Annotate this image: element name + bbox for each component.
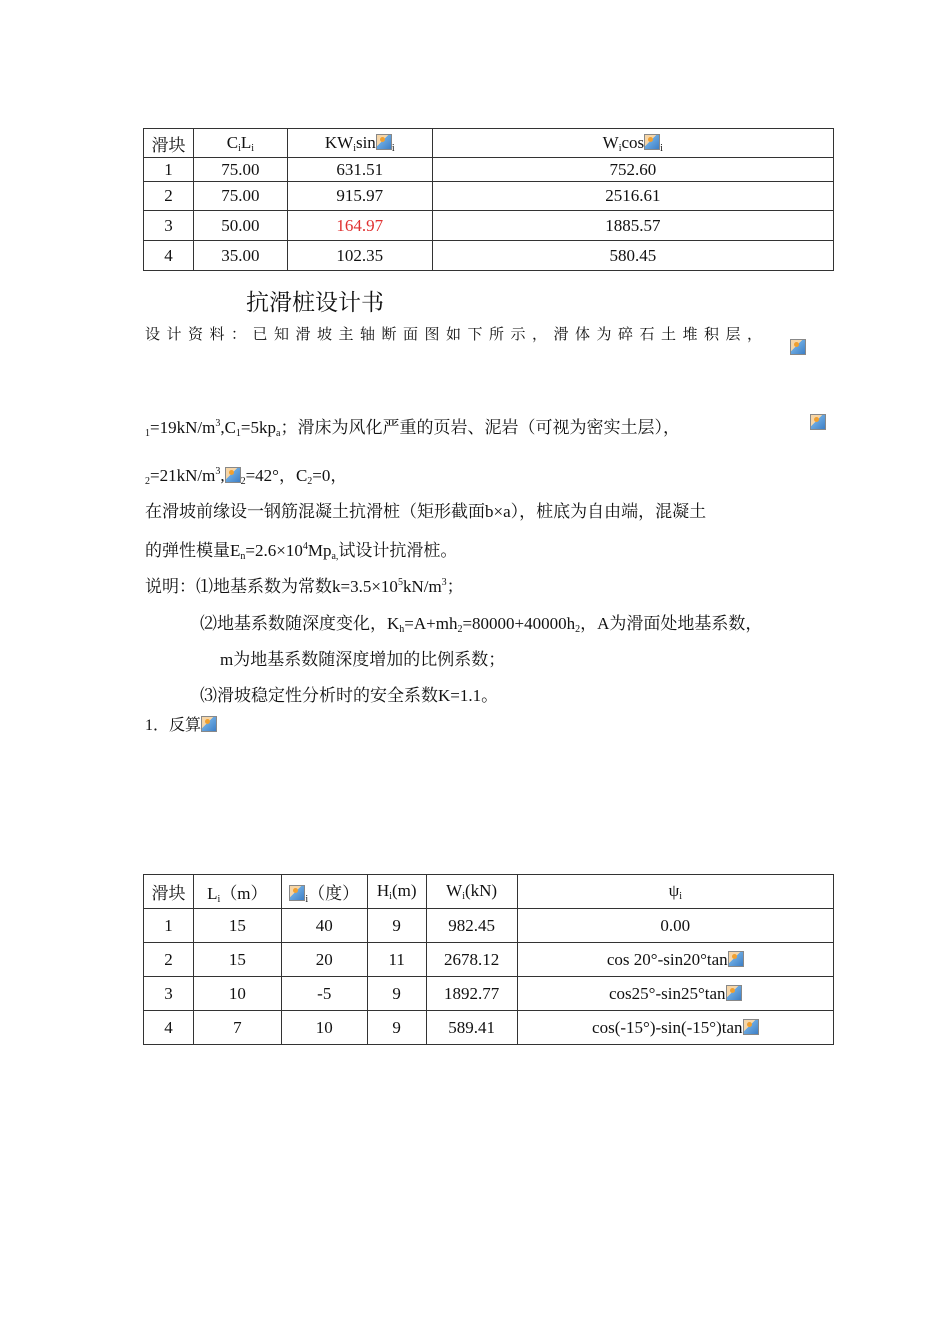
text: =5kp: [240, 418, 276, 437]
table-cell: 75.00: [193, 158, 287, 182]
table-cell: [517, 977, 833, 1011]
table-2-header-cell: 滑块: [144, 875, 194, 909]
table-row: [144, 977, 834, 1011]
document-title: 抗滑桩设计书: [246, 290, 384, 315]
text: Mp: [307, 541, 332, 560]
broken-image-icon: [644, 134, 660, 150]
table-cell: [517, 943, 833, 977]
table-2-header-cell: $L_i(m)$: [193, 875, 281, 909]
table-cell: 982.45: [426, 909, 517, 943]
table-cell: [517, 1011, 833, 1045]
table-cell: 40: [281, 909, 367, 943]
table-cell: 15: [193, 909, 281, 943]
table-row: [144, 1011, 834, 1045]
text: 试设计抗滑桩。: [338, 541, 458, 560]
text: =A+mh: [404, 614, 458, 633]
table-cell: 1892.77: [426, 977, 517, 1011]
table-2: [143, 874, 834, 1045]
table-1: [143, 128, 834, 271]
table-cell: 75.00: [193, 182, 287, 211]
body-line-1: $_1=19kN/m^3,C_1=5kp_a$；滑床为风化严重的页岩、泥岩（可视为密实土层），: [145, 418, 680, 439]
body-line-8: ⑶滑坡稳定性分析时的安全系数K=1.1。: [200, 686, 499, 705]
table-row: [144, 211, 834, 241]
table-cell: 20: [281, 943, 367, 977]
text: cos 20°-sin20°tan: [606, 949, 728, 969]
table-cell: 4: [144, 1011, 194, 1045]
text: cos(-15°)-sin(-15°)tan: [592, 1017, 743, 1037]
broken-image-icon: [726, 985, 742, 1001]
table-1-header-cell: $KW_i\sin$ $_i$: [287, 129, 432, 158]
text: ；: [446, 577, 464, 596]
broken-image-icon: [376, 134, 392, 150]
table-cell: 9: [367, 977, 426, 1011]
table-cell: 589.41: [426, 1011, 517, 1045]
table-2-header-cell: $W_i(kN)$: [426, 875, 517, 909]
table-cell: 3: [144, 211, 194, 241]
text: 1．反算: [145, 717, 202, 734]
broken-image-icon: [810, 414, 826, 430]
table-2-header-cell: $\psi_i$: [517, 875, 833, 909]
text: =80000+40000h: [462, 614, 576, 633]
table-cell: 10: [193, 977, 281, 1011]
text: ，A为滑面处地基系数，: [580, 614, 763, 633]
table-1-header-cell: $C_iL_i$: [193, 129, 287, 158]
broken-image-icon: [225, 467, 241, 483]
table-cell: 2516.61: [432, 182, 833, 211]
text: =21kN/m: [150, 466, 216, 485]
table-cell: 11: [367, 943, 426, 977]
table-row: [144, 909, 834, 943]
broken-image-icon: [201, 716, 217, 732]
table-cell: 15: [193, 943, 281, 977]
table-row: [144, 943, 834, 977]
table-cell: 0.00: [517, 909, 833, 943]
table-cell: 915.97: [287, 182, 432, 211]
body-line-3: 在滑坡前缘设一钢筋混凝土抗滑桩（矩形截面b×a），桩底为自由端，混凝土: [145, 502, 707, 521]
text: ；滑床为风化严重的页岩、泥岩（可视为密实土层），: [280, 418, 680, 437]
table-1-header-row: [144, 129, 834, 158]
table-cell: 1: [144, 909, 194, 943]
text: cos25°-sin25°tan: [609, 983, 726, 1003]
table-cell: 4: [144, 241, 194, 271]
table-cell: 3: [144, 977, 194, 1011]
table-cell: 631.51: [287, 158, 432, 182]
broken-image-icon: [289, 885, 305, 901]
body-line-6: ⑵地基系数随深度变化，$K_h=A+mh_2=80000+40000h_2$，A为滑面处地基系数，: [200, 614, 763, 635]
text: =19kN/m: [150, 418, 216, 437]
table-cell: 752.60: [432, 158, 833, 182]
text: ,C: [220, 418, 236, 437]
intro-text: 设计资料：已知滑坡主轴断面图如下所示，滑体为碎石土堆积层，: [145, 327, 769, 343]
body-line-7: m为地基系数随深度增加的比例系数；: [220, 650, 506, 669]
text: =2.6×10: [245, 541, 303, 560]
table-cell: 1885.57: [432, 211, 833, 241]
broken-image-icon: [743, 1019, 759, 1035]
table-cell: 35.00: [193, 241, 287, 271]
table-cell: 2678.12: [426, 943, 517, 977]
table-cell: 2: [144, 943, 194, 977]
table-2-header-row: [144, 875, 834, 909]
table-cell: -5: [281, 977, 367, 1011]
body-line-4: 的弹性模量$E_n=2.6\times 10^4Mp_{a,}$试设计抗滑桩。: [145, 541, 458, 562]
section-heading: [145, 712, 217, 735]
text: kN/m: [402, 577, 442, 596]
table-1-header-cell: 滑块: [144, 129, 194, 158]
table-cell: 1: [144, 158, 194, 182]
table-row: [144, 241, 834, 271]
table-cell: 102.35: [287, 241, 432, 271]
table-2-header-cell: $H_i(m)$: [367, 875, 426, 909]
table-cell: 7: [193, 1011, 281, 1045]
text: 的弹性模量E: [145, 541, 241, 560]
table-cell: 9: [367, 909, 426, 943]
table-cell: 580.45: [432, 241, 833, 271]
table-2-header-cell: $_i$（度）: [281, 875, 367, 909]
table-cell: 2: [144, 182, 194, 211]
table-cell: 50.00: [193, 211, 287, 241]
text: ⑵地基系数随深度变化，K: [200, 614, 400, 633]
broken-image-icon: [728, 951, 744, 967]
table-cell: 10: [281, 1011, 367, 1045]
table-row: [144, 182, 834, 211]
broken-image-icon: [790, 339, 806, 355]
table-cell: 9: [367, 1011, 426, 1045]
body-line-5: 说明：⑴地基系数为常数$k=3.5\times 10^5kN/m^3$；: [145, 577, 464, 596]
table-1-header-cell: $W_i\cos$ $_i$: [432, 129, 833, 158]
text: 说明：⑴地基系数为常数k=3.5×10: [145, 577, 398, 596]
body-line-2: $_2=21kN/m^3$, $_2$=42°，$C_2=0$，: [145, 466, 348, 487]
text: =0，: [312, 466, 348, 485]
table-row: [144, 158, 834, 182]
text: =42°，C: [245, 466, 308, 485]
table-cell-highlighted: 164.97: [287, 211, 432, 241]
